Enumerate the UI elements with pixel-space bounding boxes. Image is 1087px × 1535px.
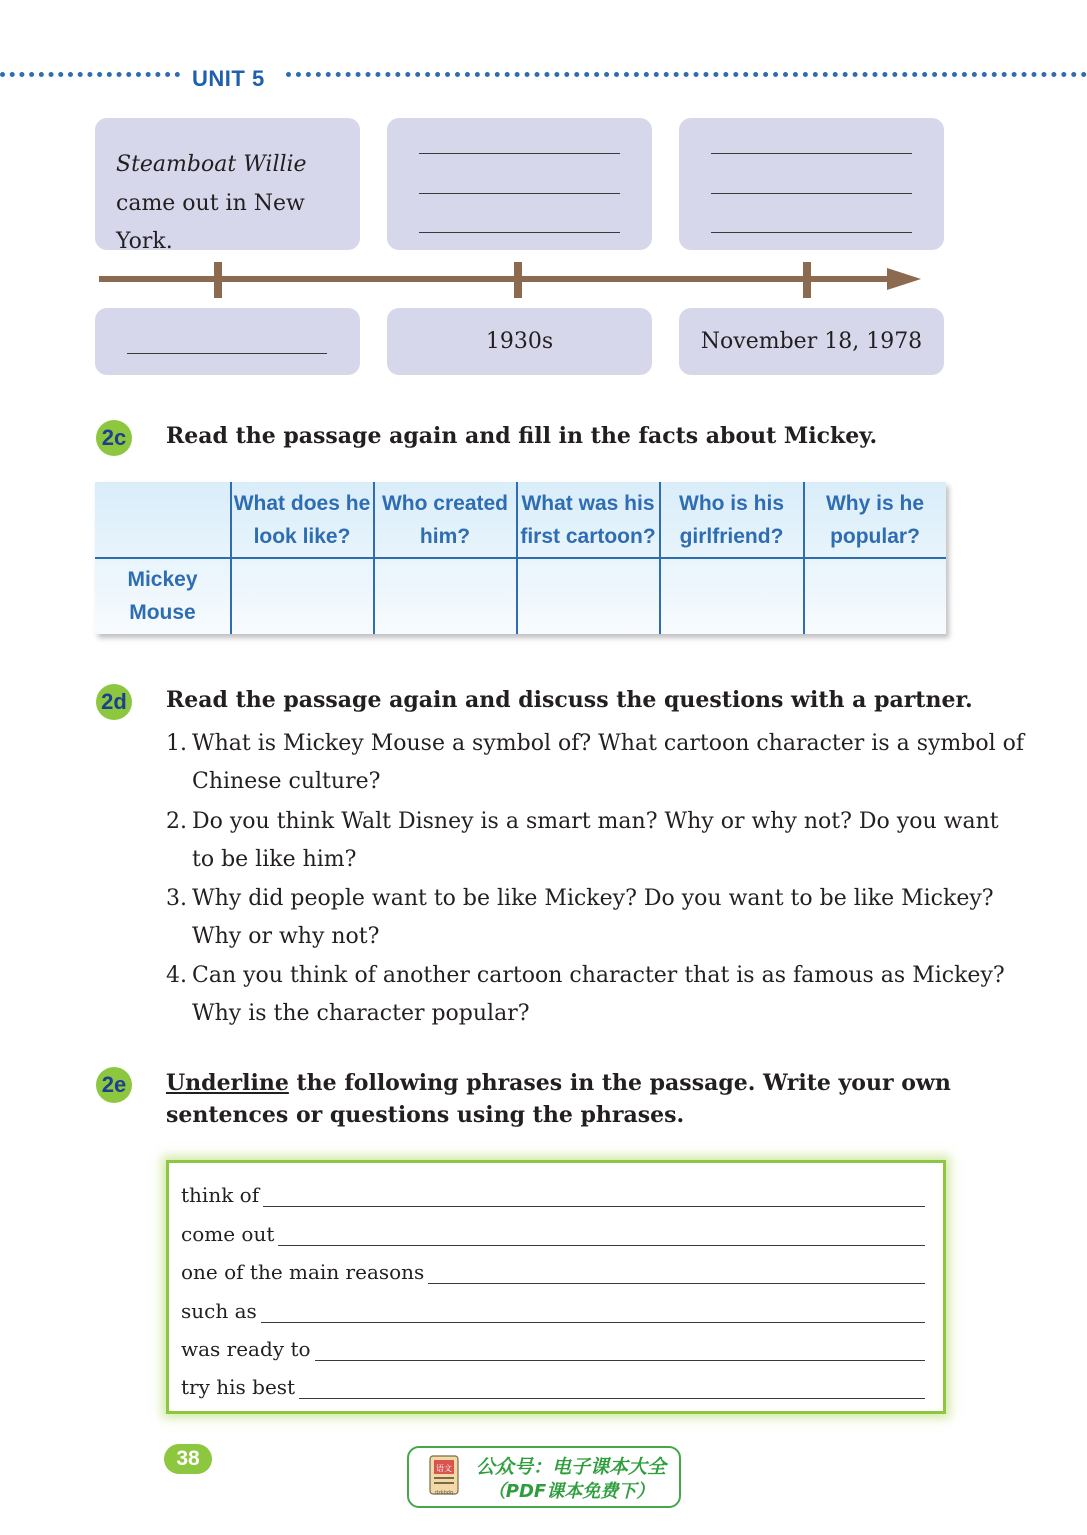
- table-row-header: [95, 563, 230, 629]
- table-header-line: look like?: [253, 525, 351, 548]
- table-header-line: Who created: [381, 492, 509, 515]
- header-dots-left: [0, 72, 180, 77]
- watermark-line1: 公众号：电子课本大全: [475, 1456, 666, 1478]
- timeline-arrow: [95, 258, 925, 308]
- question-number: 1.: [166, 731, 187, 756]
- table-header-cell: [660, 487, 803, 553]
- book-icon: [427, 1454, 463, 1498]
- question-text-cont: to be like him?: [192, 847, 357, 872]
- writing-line[interactable]: [181, 1206, 925, 1207]
- table-header-line: girlfriend?: [679, 525, 784, 548]
- watermark-badge: [407, 1446, 681, 1508]
- phrase-label: come out: [181, 1220, 278, 1248]
- phrase-row[interactable]: [181, 1214, 925, 1252]
- instruction-2c: Read the passage again and fill in the facts about Mickey.: [166, 423, 878, 449]
- question-text-cont: Why is the character popular?: [192, 1001, 530, 1026]
- table-header-line: him?: [419, 525, 471, 548]
- question-text-cont: Chinese culture?: [192, 769, 381, 794]
- timeline-date-2: 1930s: [485, 329, 554, 354]
- question-text: Can you think of another cartoon character that is as famous as Mickey?: [192, 963, 1005, 988]
- timeline-event-1-line1: Steamboat Willie: [116, 152, 307, 177]
- timeline-event-box-1: [95, 118, 360, 254]
- question-text: What is Mickey Mouse a symbol of? What cartoon character is a symbol of: [192, 731, 1025, 756]
- phrase-row[interactable]: [181, 1291, 925, 1329]
- phrase-row[interactable]: [181, 1252, 925, 1290]
- table-header-cell: [804, 487, 946, 553]
- table-header-line: Why is he: [825, 492, 925, 515]
- table-header-line: popular?: [830, 525, 920, 548]
- phrases-box: [166, 1160, 946, 1414]
- page-number: 38: [164, 1444, 212, 1474]
- timeline-date-3: November 18, 1978: [700, 329, 923, 354]
- instruction-2d: Read the passage again and discuss the questions with a partner.: [166, 687, 973, 713]
- phrase-row[interactable]: [181, 1329, 925, 1367]
- phrase-row[interactable]: [181, 1367, 925, 1405]
- phrase-label: was ready to: [181, 1335, 315, 1363]
- badge-2c: 2c: [96, 420, 132, 456]
- facts-table: [95, 482, 946, 634]
- table-header-cell: [231, 487, 373, 553]
- question-text-cont: Why or why not?: [192, 924, 380, 949]
- question-1: [166, 725, 1024, 801]
- question-4: [166, 957, 1005, 1033]
- writing-line[interactable]: [181, 1245, 925, 1246]
- question-number: 2.: [166, 809, 187, 834]
- phrase-label: one of the main reasons: [181, 1258, 428, 1286]
- question-2: [166, 803, 999, 879]
- table-header-divider: [95, 557, 946, 559]
- table-header-cell: [374, 487, 516, 553]
- instruction-2e-rest: the following phrases in the passage. Write your own: [288, 1070, 951, 1096]
- blank-line[interactable]: [419, 232, 620, 233]
- blank-line[interactable]: [711, 193, 912, 194]
- underline-word: Underline: [166, 1070, 289, 1096]
- table-header-line: What was his: [521, 492, 655, 515]
- blank-line[interactable]: [711, 232, 912, 233]
- table-row-header-line: Mouse: [129, 601, 196, 624]
- timeline-date-box-1: [95, 308, 360, 375]
- timeline-event-1-line2: came out in New York.: [116, 191, 305, 254]
- question-3: [166, 880, 994, 956]
- timeline-event-box-3: [679, 118, 944, 250]
- question-number: 3.: [166, 886, 187, 911]
- table-row-header-line: Mickey: [127, 568, 198, 591]
- blank-line[interactable]: [127, 353, 327, 354]
- phrase-label: try his best: [181, 1373, 299, 1401]
- blank-line[interactable]: [419, 193, 620, 194]
- blank-line[interactable]: [419, 153, 620, 154]
- instruction-2e: [166, 1067, 951, 1131]
- phrase-row[interactable]: [181, 1175, 925, 1213]
- timeline-event-box-2: [387, 118, 652, 250]
- table-header-line: What does he: [233, 492, 371, 515]
- timeline-date-box-2: [387, 308, 652, 375]
- blank-line[interactable]: [711, 153, 912, 154]
- instruction-2e-line2: sentences or questions using the phrases.: [166, 1102, 685, 1128]
- unit-title: UNIT 5: [192, 66, 265, 91]
- phrase-label: think of: [181, 1181, 263, 1209]
- table-header-line: first cartoon?: [520, 525, 656, 548]
- book-icon-text: 语文: [436, 1464, 452, 1473]
- phrase-label: such as: [181, 1297, 261, 1325]
- timeline-date-box-3: [679, 308, 944, 375]
- book-icon-small-text: dzkbdq: [434, 1490, 454, 1496]
- question-text: Do you think Walt Disney is a smart man? Why or why not? Do you want: [192, 809, 999, 834]
- question-text: Why did people want to be like Mickey? Do you want to be like Mickey?: [192, 886, 994, 911]
- badge-2e: 2e: [96, 1067, 132, 1103]
- badge-2d: 2d: [96, 684, 132, 720]
- question-number: 4.: [166, 963, 187, 988]
- writing-line[interactable]: [181, 1322, 925, 1323]
- header-dots-right: [286, 72, 1087, 77]
- table-header-cell: [517, 487, 659, 553]
- watermark-line2: （PDF课本免费下）: [487, 1481, 655, 1502]
- table-header-line: Who is his: [679, 492, 784, 515]
